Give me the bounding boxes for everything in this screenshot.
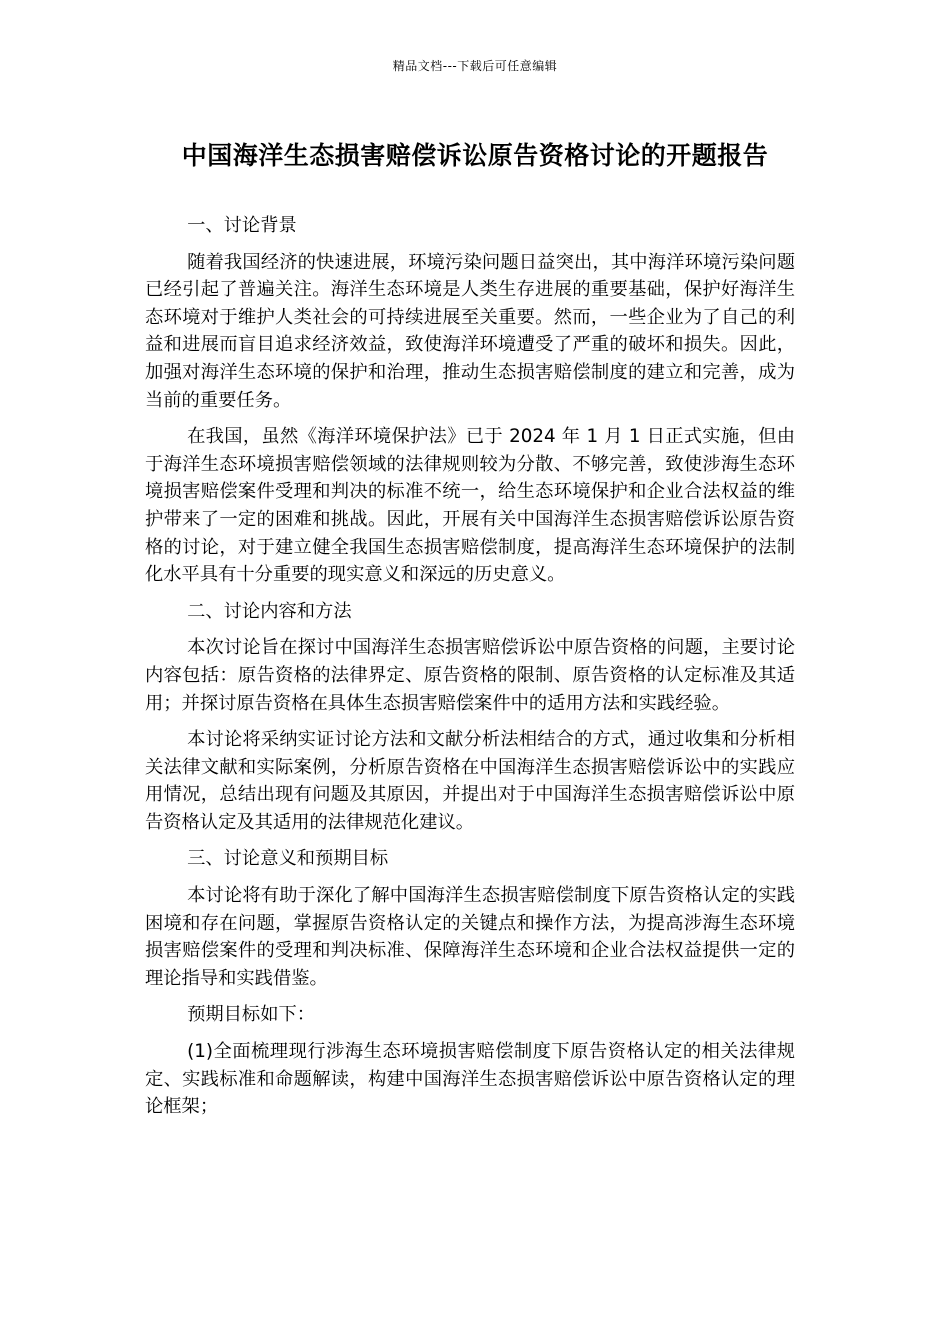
body-paragraph: 本讨论将采纳实证讨论方法和文献分析法相结合的方式，通过收集和分析相关法律文献和实际案例，分析原告资格在中国海洋生态损害赔偿诉讼中的实践应用情况，总结出现有问题及其原因，并提出对于中国海洋生态损害赔偿诉讼中原告资格认定及其适用的法律规范化建议。 [145,729,795,833]
body-paragraph: 预期目标如下： [187,1004,316,1026]
body-paragraph: 随着我国经济的快速进展，环境污染问题日益突出，其中海洋环境污染问题已经引起了普遍关注。海洋生态环境是人类生存进展的重要基础，保护好海洋生态环境对于维护人类社会的可持续进展至关重要。然而，一些企业为了自己的利益和进展而盲目追求经济效益，致使海洋环境遭受了严重的破坏和损失。因此，加强对海洋生态环境的保护和治理，推动生态损害赔偿制度的建立和完善，成为当前的重要任务。 [145,251,795,411]
page-header-note: 精品文档---下载后可任意编辑 [392,59,558,73]
section-heading-background: 一、讨论背景 [187,215,297,236]
body-paragraph: 在我国，虽然《海洋环境保护法》已于 2024 年 1 月 1 日正式实施，但由于海洋生态环境损害赔偿领域的法律规则较为分散、不够完善，致使涉海生态环境损害赔偿案件受理和判决的标准不统一，给生态环境保护和企业合法权益的维护带来了一定的困难和挑战。因此，开展有关中国海洋生态损害赔偿诉讼原告资格的讨论，对于建立健全我国生态损害赔偿制度，提高海洋生态环境保护的法制化水平具有十分重要的现实意义和深远的历史意义。 [145,426,795,586]
body-paragraph: 本次讨论旨在探讨中国海洋生态损害赔偿诉讼中原告资格的问题，主要讨论内容包括：原告资格的法律界定、原告资格的限制、原告资格的认定标准及其适用；并探讨原告资格在具体生态损害赔偿案件中的适用方法和实践经验。 [145,637,795,714]
section-heading-significance-goals: 三、讨论意义和预期目标 [187,848,389,870]
body-paragraph: 本讨论将有助于深化了解中国海洋生态损害赔偿制度下原告资格认定的实践困境和存在问题，掌握原告资格认定的关键点和操作方法，为提高涉海生态环境损害赔偿案件的受理和判决标准、保障海洋生态环境和企业合法权益提供一定的理论指导和实践借鉴。 [145,885,795,989]
list-item-goal-1: (1)全面梳理现行涉海生态环境损害赔偿制度下原告资格认定的相关法律规定、实践标准和命题解读，构建中国海洋生态损害赔偿诉讼中原告资格认定的理论框架； [145,1041,795,1118]
document-body [145,212,795,1130]
document-title: 中国海洋生态损害赔偿诉讼原告资格讨论的开题报告 [181,141,769,170]
section-heading-content-method: 二、讨论内容和方法 [187,600,352,622]
